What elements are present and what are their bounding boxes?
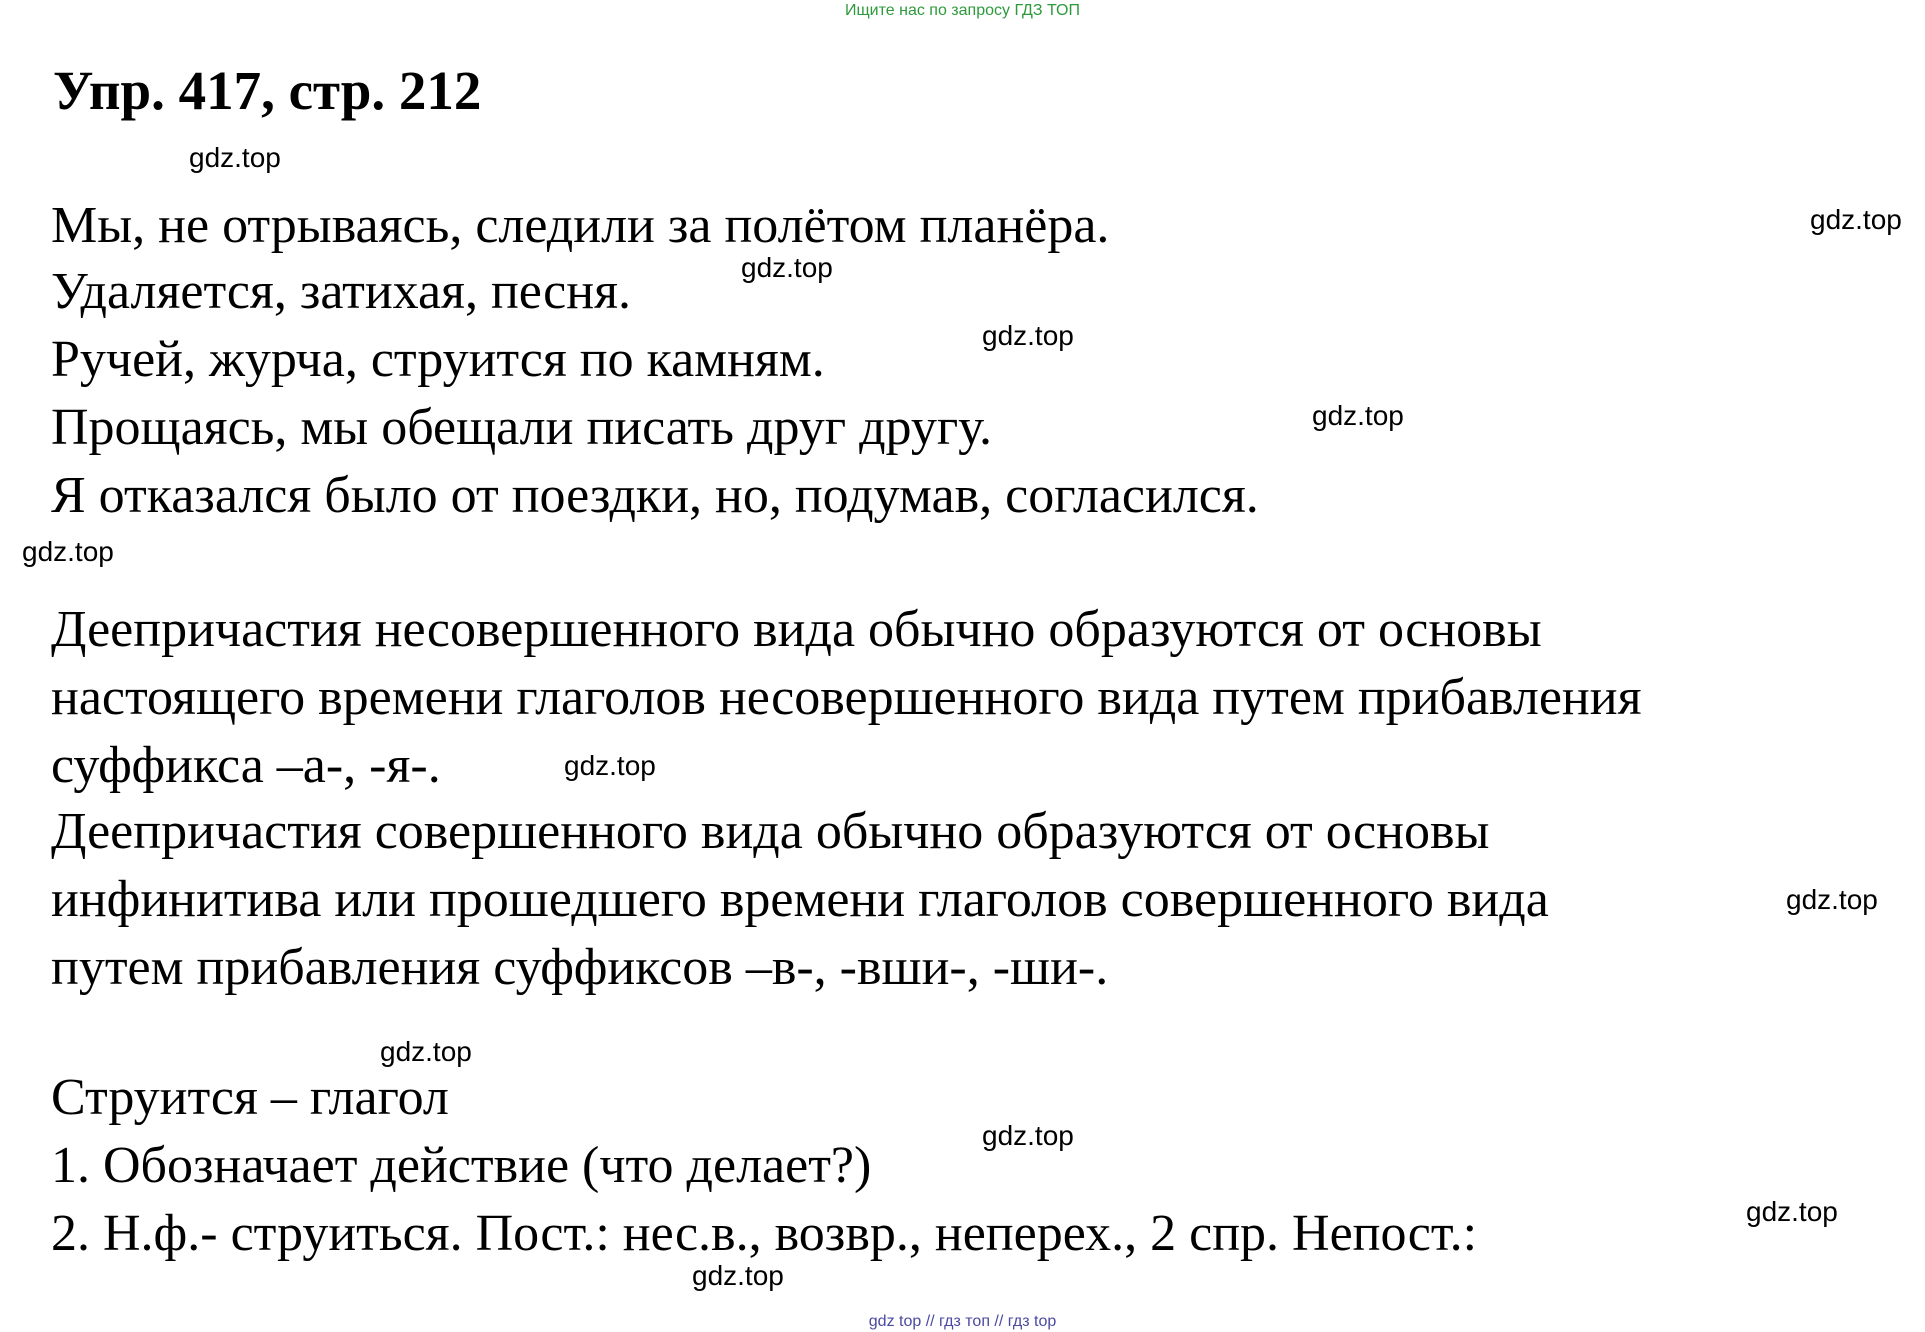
watermark: gdz.top [564,750,656,781]
rule-perfective-line: инфинитива или прошедшего времени глаголов совершенного вида [51,871,1549,928]
watermark: gdz.top [22,536,114,567]
analysis-line: 2. Н.ф.- струиться. Пост.: нес.в., возвр., неперех., 2 спр. Непост.: [51,1205,1478,1262]
rule-perfective-line: путем прибавления суффиксов –в-, -вши-, -ши-. [51,939,1109,996]
footer: gdz top // гдз топ // гдз top [868,1313,1057,1330]
sentence-line: Мы, не отрываясь, следили за полётом планёра. [51,197,1110,254]
watermark: gdz.top [1786,884,1878,915]
sentence-line: Я отказался было от поездки, но, подумав, согласился. [51,467,1259,524]
watermark: gdz.top [692,1260,784,1291]
rule-imperfective-line: суффикса –а-, -я-. [51,737,441,794]
watermark: gdz.top [189,142,281,173]
watermark: gdz.top [1312,400,1404,431]
page-title: Упр. 417, стр. 212 [53,60,482,121]
analysis-line: Струится – глагол [51,1069,449,1126]
watermark: gdz.top [982,1120,1074,1151]
rule-perfective-line: Деепричастия совершенного вида обычно образуются от основы [51,803,1490,860]
watermark: gdz.top [1746,1196,1838,1227]
rule-imperfective-line: настоящего времени глаголов несовершенного вида путем прибавления [51,669,1642,726]
watermark: gdz.top [741,252,833,283]
watermark: gdz.top [380,1036,472,1067]
watermark: gdz.top [1810,204,1902,235]
sentence-line: Удаляется, затихая, песня. [51,263,631,320]
watermark: gdz.top [982,320,1074,351]
sentence-line: Ручей, журча, струится по камням. [51,331,825,388]
sentence-line: Прощаясь, мы обещали писать друг другу. [51,399,992,456]
top-banner: Ищите нас по запросу ГДЗ ТОП [845,2,1080,19]
analysis-line: 1. Обозначает действие (что делает?) [51,1137,872,1194]
rule-imperfective-line: Деепричастия несовершенного вида обычно образуются от основы [51,601,1542,658]
